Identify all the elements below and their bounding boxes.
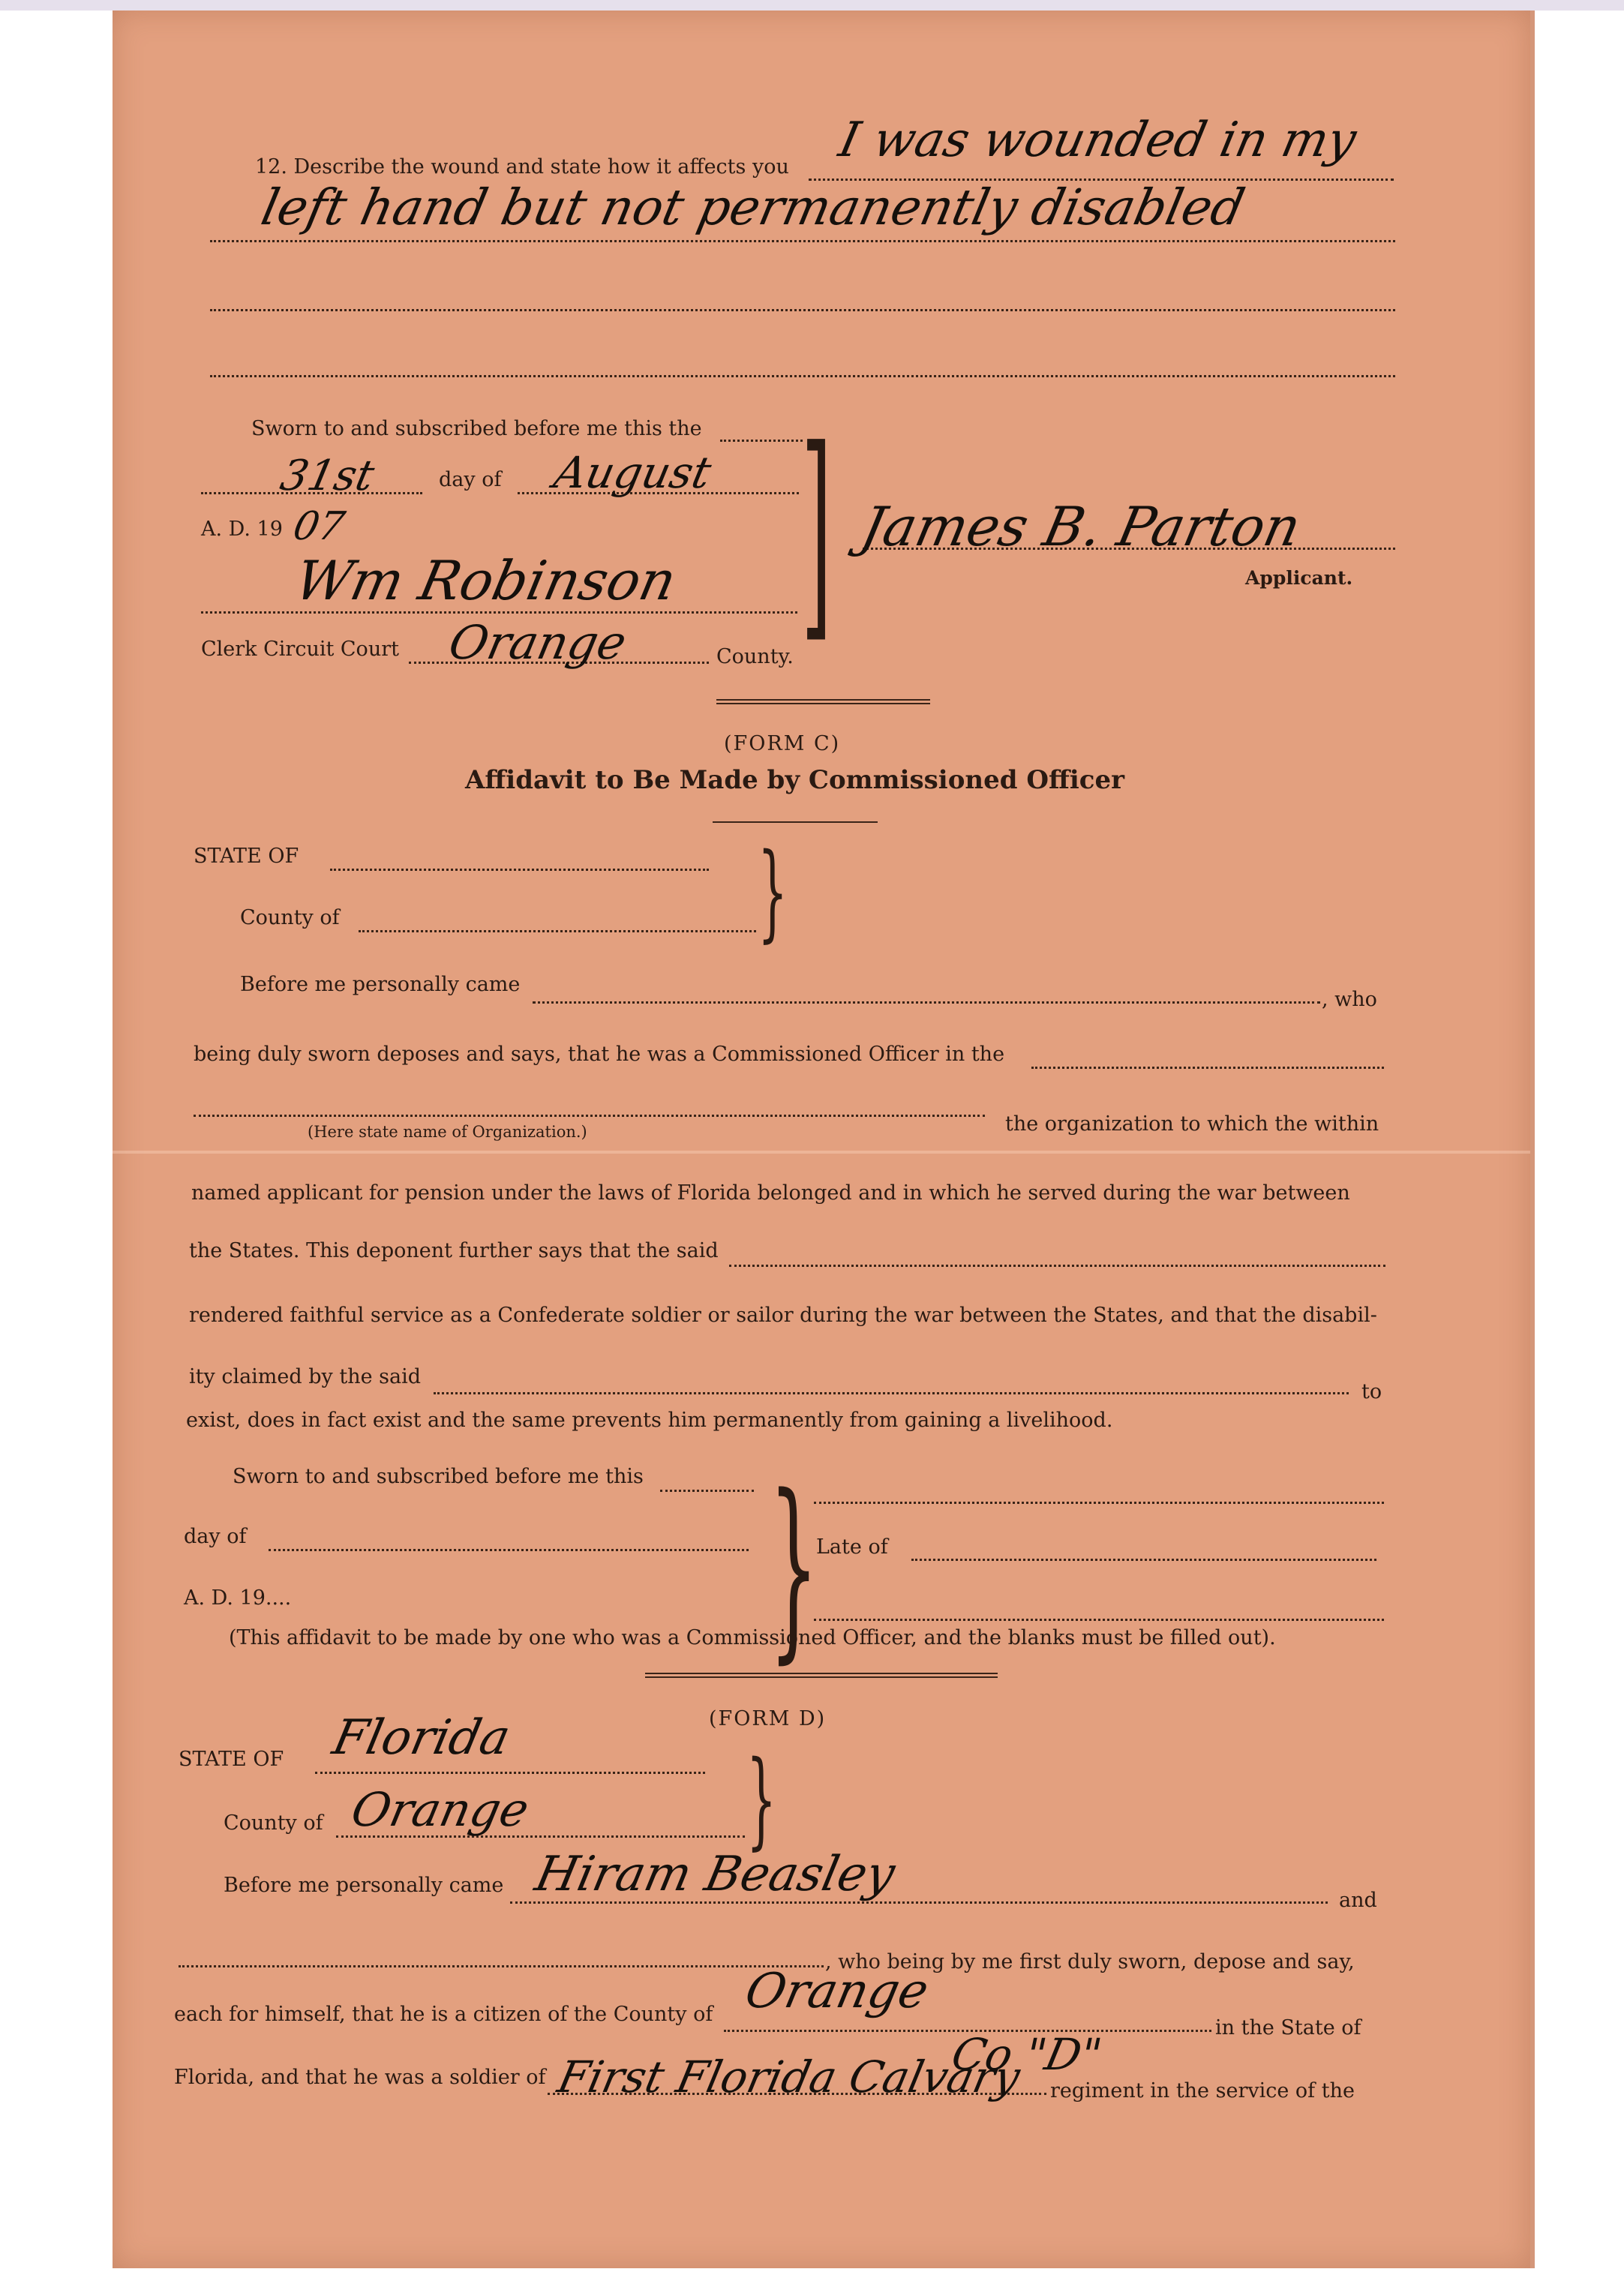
divider-double-1: [716, 699, 930, 704]
form-c-line7-blank: [434, 1392, 1349, 1394]
form-c-sworn-blank: [660, 1490, 754, 1492]
form-d-county-value: Orange: [347, 1782, 534, 1837]
jurat1-line-a: [720, 440, 803, 442]
jurat1-county-value: Orange: [444, 615, 632, 670]
form-c-state-line: [330, 869, 709, 871]
form-c-line2-blank: [1031, 1067, 1384, 1069]
form-c-line7: ity claimed by the said: [189, 1365, 422, 1388]
jurat1-month-value: August: [549, 447, 716, 498]
form-d-state-of: STATE OF: [179, 1748, 284, 1771]
form-c-day-blank: [269, 1549, 749, 1551]
form-c-org-note: (Here state name of Organization.): [308, 1123, 587, 1141]
form-c-note: (This affidavit to be made by one who was a Commissioned Officer, and the blanks must be filled out).: [229, 1626, 1276, 1649]
q12-line-3: [210, 309, 1395, 311]
jurat1-day-value: 31st: [276, 452, 379, 500]
jurat1-ad: A. D. 19: [201, 518, 283, 541]
form-c-before-me-line: [533, 1001, 1320, 1004]
form-d-label: (FORM D): [709, 1707, 827, 1730]
form-c-title-rule: [713, 821, 878, 823]
form-c-line2: being duly sworn deposes and says, that he was a Commissioned Officer in the: [194, 1043, 1005, 1066]
form-c-county-line: [359, 930, 756, 932]
form-c-jurat-brace: }: [769, 1454, 819, 1681]
form-c-line8: exist, does in fact exist and the same prevents him permanently from gaining a livelihood.: [186, 1409, 1113, 1432]
form-c-line4: named applicant for pension under the laws of Florida belonged and in which he served during the war between: [191, 1181, 1350, 1205]
applicant-label: Applicant.: [1245, 567, 1353, 589]
form-d-county-of: County of: [224, 1811, 323, 1835]
form-c-late-of-line: [911, 1559, 1376, 1561]
form-c-late-of: Late of: [816, 1535, 888, 1559]
q12-answer-1: I was wounded in my: [834, 113, 1361, 168]
divider-double-2: [645, 1673, 998, 1678]
form-c-line3-end: the organization to which the within: [1005, 1112, 1379, 1136]
form-d-person-value: Hiram Beasley: [530, 1847, 900, 1902]
form-c-day-of: day of: [184, 1525, 247, 1548]
form-c-line5-blank: [729, 1265, 1385, 1267]
form-c-line5: the States. This deponent further says that the said: [189, 1239, 719, 1262]
form-c-who: , who: [1322, 988, 1377, 1011]
q12-line-2: [210, 240, 1395, 242]
form-d-state-line: [315, 1772, 705, 1774]
form-d-regiment-value: First Florida Calvary: [553, 2051, 1025, 2102]
jurat1-day-of: day of: [439, 468, 502, 491]
jurat1-clerk-signature: Wm Robinson: [290, 549, 682, 612]
form-c-before-me: Before me personally came: [240, 973, 521, 996]
form-d-company-value: Co "D": [947, 2029, 1106, 2080]
form-d-line4-end: regiment in the service of the: [1050, 2079, 1355, 2102]
form-c-label: (FORM C): [724, 732, 841, 755]
scan-edge: [0, 0, 1624, 11]
form-d-before-me: Before me personally came: [224, 1874, 504, 1897]
form-d-line4: Florida, and that he was a soldier of: [174, 2066, 546, 2089]
form-c-ad: A. D. 19....: [184, 1586, 292, 1610]
jurat1-brace: ]: [801, 401, 832, 663]
form-d-line2-end: , who being by me first duly sworn, depose and say,: [825, 1950, 1355, 1973]
q12-answer-2: left hand but not permanently disabled: [256, 179, 1250, 236]
form-c-sig-line-1: [814, 1502, 1384, 1504]
form-c-title: Affidavit to Be Made by Commissioned Officer: [465, 765, 1125, 795]
form-d-line3: each for himself, that he is a citizen of the County of: [174, 2003, 713, 2026]
jurat1-county-label: County.: [716, 645, 794, 668]
form-c-county-of: County of: [240, 906, 340, 929]
form-d-county2-value: Orange: [740, 1964, 934, 2019]
form-c-org-line: [194, 1115, 985, 1117]
form-c-state-of: STATE OF: [194, 845, 299, 868]
q12-line-4: [210, 375, 1395, 377]
form-d-line2-blank: [179, 1965, 824, 1967]
form-d-state-value: Florida: [328, 1710, 515, 1766]
jurat1-sworn: Sworn to and subscribed before me this the: [251, 417, 702, 440]
form-d-state-brace: }: [746, 1739, 777, 1861]
form-c-state-brace: }: [758, 831, 788, 953]
form-d-in-state: in the State of: [1215, 2016, 1361, 2039]
applicant-signature: James B. Parton: [856, 495, 1307, 558]
q12-label: 12. Describe the wound and state how it affects you: [255, 155, 789, 179]
fold-crease: [113, 1151, 1530, 1154]
form-d-and: and: [1339, 1889, 1377, 1912]
jurat1-clerk: Clerk Circuit Court: [201, 638, 399, 661]
jurat1-year-value: 07: [289, 504, 349, 549]
form-c-sworn: Sworn to and subscribed before me this: [233, 1465, 644, 1488]
form-c-line6: rendered faithful service as a Confederate soldier or sailor during the war between the States, and that the disabil-: [189, 1304, 1377, 1327]
form-c-to: to: [1361, 1380, 1382, 1403]
form-c-sig-line-2: [814, 1619, 1384, 1621]
jurat1-clerk-line: [201, 611, 797, 614]
